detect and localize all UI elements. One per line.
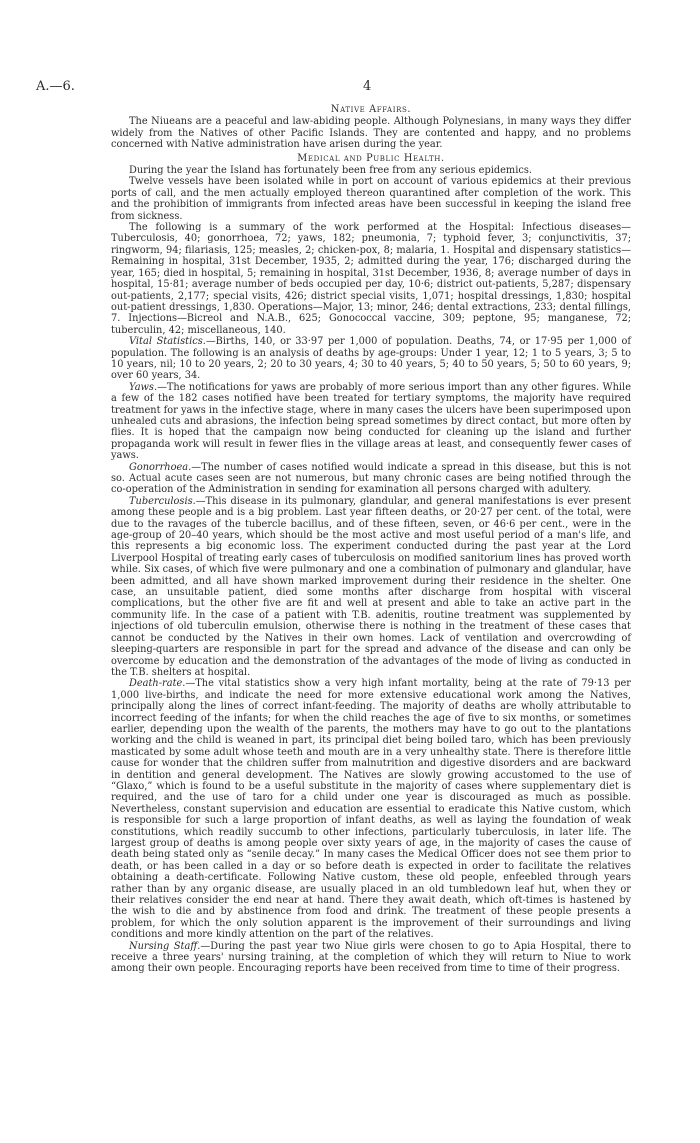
page-header xyxy=(36,79,664,95)
paragraph-lead: Yaws. xyxy=(129,381,158,393)
paragraph-gonorrhoea xyxy=(111,462,631,496)
paragraph-lead: Tuberculosis. xyxy=(129,495,196,507)
paragraph-vital-statistics xyxy=(111,336,631,382)
paragraph xyxy=(111,222,631,336)
section-heading: Native Affairs. xyxy=(330,104,412,115)
paragraph-lead: Death-rate. xyxy=(129,678,186,690)
paragraph-text: —The notifications for yaws are probably of more serious import than any other figures. While a few of the 182 cases notified have been treated for tertiary symptoms, the majority have required treatment for yaws in the infective stage, where in many cases the ulcers have been superimposed upon unhealed cuts and abrasions, the infection being spread sometimes by direct contact, but more often by flies. It is hoped that the campaign now being conducted for cleaning up the island and further propaganda work will result in fewer flies in the village areas at least, and consequently fewer cases of yaws. xyxy=(111,381,631,462)
paragraph-yaws xyxy=(111,382,631,462)
paragraph-text: —Births, 140, or 33·97 per 1,000 of population. Deaths, 74, or 17·95 per 1,000 of population. The following is an analysis of deaths by age-groups: Under 1 year, 12; 1 to 5 years, 3; 5 to 10 years, nil; 10 to 20 years, 2; 20 to 30 years, 4; 30 to 40 years, 5; 40 to 50 years, 5; 50 to 60 years, 9; over 60 years, 34. xyxy=(111,336,631,382)
paragraph-death-rate xyxy=(111,678,631,940)
document-body xyxy=(111,104,631,975)
paragraph-lead: Vital Statistics. xyxy=(129,336,206,348)
paragraph-text: During the year the Island has fortunately been free from any serious epidemics. xyxy=(129,165,532,177)
paragraph xyxy=(111,176,631,222)
paragraph-text: —This disease in its pulmonary, glandular, and general manifestations is ever present among these people and is a big problem. Last year fifteen deaths, or 20·27 per cent. of the total, were due to the ravages of the tubercle bacillus, and of these fifteen, seven, or 46·6 per cent., were in the age-group of 20–40 years, which should be the most active and most useful period of a man's life, and this represents a big economic loss. The experiment conducted during the past year at the Lord Liverpool Hospital of treating early cases of tuberculosis on modified sanitorium lines has proved worth while. Six cases, of which five were pulmonary and one a combination of pulmonary and glandular, have been admitted, and all have shown marked improvement during their residence in the shelter. One case, an unsuitable patient, died some months after discharge from hospital with visceral complications, but the other five are fit and well at present and able to take an active part in the community life. In the case of a patient with T.B. adenitis, routine treatment was supplemented by injections of old tuberculin emulsion, otherwise there is nothing in the treatment of these cases that cannot be conducted by the Natives in their own homes. Lack of ventilation and overcrowding of sleeping-quarters are responsible in part for the spread and advance of the disease and can only be overcome by education and the demonstration of the advantages of the mode of living as conducted in the T.B. shelters at hospital. xyxy=(111,495,631,678)
paragraph-lead: Nursing Staff. xyxy=(129,940,201,952)
paragraph-text: The Niueans are a peaceful and law-abiding people. Although Polynesians, in many ways they differ widely from the Natives of other Pacific Islands. They are contented and happy, and no problems concerned with Native administration have arisen during the year. xyxy=(111,116,631,151)
section-heading: Medical and Public Health. xyxy=(297,152,445,164)
paragraph-lead: Gonorrhoea. xyxy=(129,461,192,473)
paragraph-tuberculosis xyxy=(111,496,631,679)
paragraph-text: —During the past year two Niue girls were chosen to go to Apia Hospital, there to receive a three years' nursing training, at the completion of which they will return to Niue to work among their own people. Encouraging reports have been received from time to time of their progress. xyxy=(111,940,631,975)
paragraph-text: Twelve vessels have been isolated while in port on account of various epidemics at their previous ports of call, and the men actually employed thereon quarantined after completion of the work. This and the prohibition of immigrants from infected areas have been successful in keeping the island free from sickness. xyxy=(111,176,631,222)
paragraph xyxy=(111,116,631,150)
paragraph xyxy=(111,165,631,176)
paragraph-text: —The number of cases notified would indicate a spread in this disease, but this is not so. Actual acute cases seen are not numerous, but many chronic cases are being notified through the co-operation of the Administration in sending for examination all persons charged with adultery. xyxy=(111,461,631,496)
document-reference: A.—6. xyxy=(36,79,75,94)
native-affairs-section xyxy=(111,104,631,151)
medical-public-health-section xyxy=(111,153,631,975)
paragraph-text: The following is a summary of the work performed at the Hospital: Infectious diseases—Tuberculosis, 40; gonorrhoea, 72; yaws, 182; pneumonia, 7; typhoid fever, 3; conjunctivitis, 37; ringworm, 94; filariasis, 125; measles, 2; chicken-pox, 8; malaria, 1. Hospital and dispensary statistics—Remaining in hospital, 31st December, 1935, 2; admitted during the year, 176; discharged during the year, 165; died in hospital, 5; remaining in hospital, 31st December, 1936, 8; average number of days in hospital, 15·81; average number of beds occupied per day, 10·6; district out-patients, 5,287; dispensary out-patients, 2,177; special visits, 426; district special visits, 1,071; hospital dressings, 1,830; hospital out-patient dressings, 1,830. Operations—Major, 13; minor, 246; dental extractions, 233; dental fillings, 7. Injections—Bicreol and N.A.B., 625; Gonococcal vaccine, 309; peptone, 95; manganese, 72; tuberculin, 42; miscellaneous, 140. xyxy=(111,222,631,336)
page-number: 4 xyxy=(363,79,372,94)
paragraph-nursing-staff xyxy=(111,941,631,975)
paragraph-text: —The vital statistics show a very high infant mortality, being at the rate of 79·13 per 1,000 live-births, and indicate the need for more extensive educational work among the Natives, principally along the lines of correct infant-feeding. The majority of deaths are wholly attributable to incorrect feeding of the infants; for when the child reaches the age of five to six months, or sometimes earlier, depending upon the wealth of the parents, the mothers may have to go out to the plantations working and the child is weaned in part, its principal diet being boiled taro, which has been previously masticated by some adult whose teeth and mouth are in a very unhealthy state. There is therefore little cause for wonder that the children suffer from malnutrition and digestive disorders and are backward in dentition and general development. The Natives are slowly growing accustomed to the use of “Glaxo,” which is found to be a useful substitute in the majority of cases where supplementary diet is required, and the use of taro for a child under one year is discouraged as much as possible. Nevertheless, constant supervision and education are essential to eradicate this Native custom, which is responsible for such a large proportion of infant deaths, as well as laying the foundation of weak constitutions, which readily succumb to other infections, particularly tuberculosis, in later life. The largest group of deaths is among people over sixty years of age, in the majority of cases the cause of death being stated only as “senile decay.” In many cases the Medical Officer does not see them prior to death, or has been called in a day or so before death is expected in order to facilitate the relatives obtaining a death-certificate. Following Native custom, these old people, enfeebled through years rather than by any organic disease, are usually placed in an old tumbledown leaf hut, when they or their relatives consider the end near at hand. There they await death, which oft-times is hastened by the wish to die and by abstinence from food and drink. The treatment of these people presents a problem, for which the only solution apparent is the improvement of their surroundings and living conditions and more kindly attention on the part of the relatives. xyxy=(111,678,631,941)
